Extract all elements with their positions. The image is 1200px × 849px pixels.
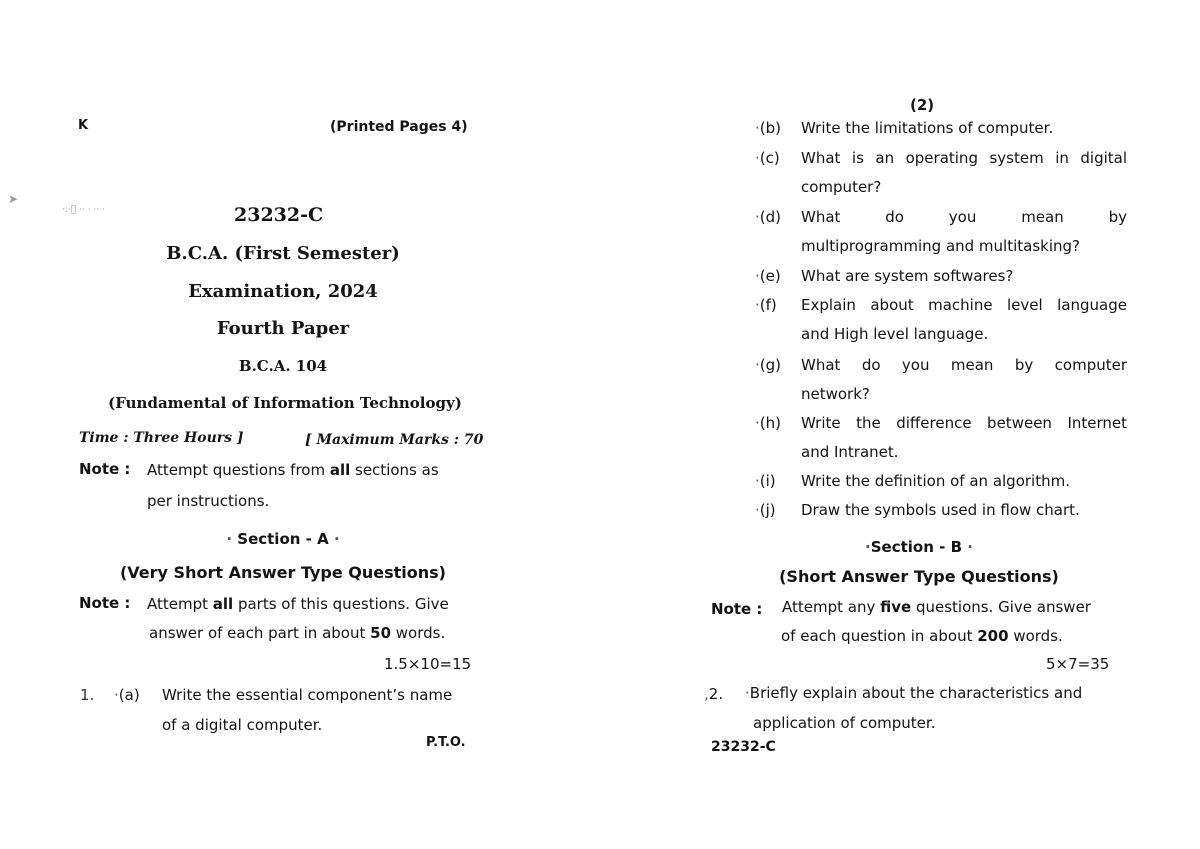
question-label: ·(c)	[755, 149, 780, 167]
time-allowed: Time : Three Hours ]	[79, 430, 244, 446]
section-b-heading: ·Section - B ·	[865, 538, 973, 556]
note-label: Note :	[79, 460, 131, 478]
question-label: ·(f)	[755, 296, 777, 314]
maximum-marks: [ Maximum Marks : 70	[305, 432, 484, 448]
question-text: What do you mean by computer	[801, 356, 1127, 374]
scan-smudge: ·:·ﾞ ·· · ·· ·	[62, 205, 105, 215]
printed-pages: (Printed Pages 4)	[330, 119, 468, 135]
section-a-marks: 1.5×10=15	[384, 655, 472, 673]
note2-text-line2: answer of each part in about 50 words.	[149, 624, 446, 642]
section-b-marks: 5×7=35	[1046, 655, 1110, 673]
question-1a-text-line2: of a digital computer.	[162, 716, 323, 734]
question-1a-label: ·(a)	[114, 686, 140, 704]
note-b-text: Attempt any five questions. Give answer	[782, 598, 1091, 616]
question-text: Write the limitations of computer.	[801, 119, 1054, 137]
question-2-text: ·Briefly explain about the characteristics and	[745, 684, 1083, 702]
course-title: B.C.A. (First Semester)	[166, 243, 400, 264]
note2-text: Attempt all parts of this questions. Give	[147, 595, 449, 613]
note-text: Attempt questions from all sections as	[147, 461, 439, 479]
question-text: Write the difference between Internet	[801, 414, 1127, 432]
footer-paper-code: 23232-C	[711, 739, 776, 755]
question-text: multiprogramming and multitasking?	[801, 237, 1080, 255]
note2-label: Note :	[79, 594, 131, 612]
question-text: What do you mean by	[801, 208, 1127, 226]
question-text: and High level language.	[801, 325, 989, 343]
question-2-number: ,2.	[704, 685, 724, 703]
question-1-number: 1.	[80, 686, 95, 704]
question-text: network?	[801, 385, 870, 403]
question-label: ·(b)	[755, 119, 782, 137]
section-a-heading: · Section - A ·	[226, 530, 340, 548]
question-text: What are system softwares?	[801, 267, 1014, 285]
subject-title: (Fundamental of Information Technology)	[108, 394, 462, 412]
note-b-text-line2: of each question in about 200 words.	[781, 627, 1063, 645]
question-label: ·(h)	[755, 414, 781, 432]
question-text: and Intranet.	[801, 443, 899, 461]
question-text: Draw the symbols used in flow chart.	[801, 501, 1080, 519]
pto-mark: P.T.O.	[426, 735, 466, 750]
section-b-type: (Short Answer Type Questions)	[779, 567, 1059, 586]
question-text: What is an operating system in digital	[801, 149, 1127, 167]
paper-code: 23232-C	[234, 204, 324, 226]
exam-title: Examination, 2024	[188, 281, 378, 302]
section-a-type: (Very Short Answer Type Questions)	[119, 563, 446, 582]
question-text: Write the definition of an algorithm.	[801, 472, 1070, 490]
page-number: (2)	[910, 96, 935, 114]
corner-mark: K	[78, 118, 89, 133]
question-label: ·(d)	[755, 208, 782, 226]
right-page	[600, 0, 1200, 849]
note-b-label: Note :	[711, 600, 763, 618]
question-label: ·(j)	[755, 501, 776, 519]
question-2-text-line2: application of computer.	[753, 714, 936, 732]
question-text: Explain about machine level language	[801, 296, 1127, 314]
question-label: ·(e)	[755, 267, 781, 285]
question-text: computer?	[801, 178, 882, 196]
paper-number: B.C.A. 104	[238, 357, 328, 375]
question-1a-text: Write the essential component’s name	[162, 686, 453, 704]
question-label: ·(g)	[755, 356, 782, 374]
paper-title: Fourth Paper	[216, 318, 350, 339]
question-label: ·(i)	[755, 472, 776, 490]
note-text-line2: per instructions.	[147, 492, 270, 510]
scan-smudge: ➤	[8, 192, 19, 206]
